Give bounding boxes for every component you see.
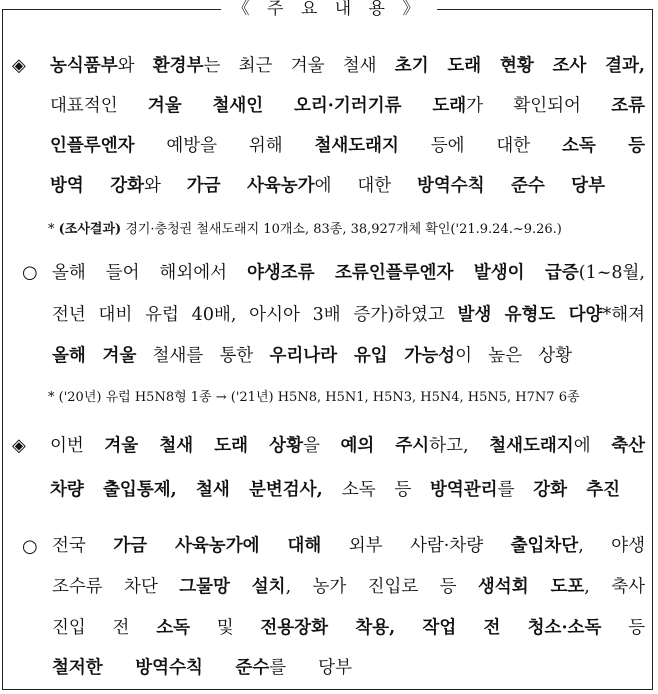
s4-line-3: [52, 614, 645, 639]
s1-note: [48, 218, 562, 237]
text-segment: 축산: [611, 436, 646, 456]
text-segment: 초기 도래 현황 조사 결과,: [394, 56, 646, 76]
s1-line-1: [50, 52, 645, 77]
s4-line-4: [52, 654, 352, 679]
s1-line-4: [50, 172, 605, 197]
text-segment: 예방을 위해: [134, 136, 315, 156]
text-segment: 조수류 차단: [52, 577, 180, 597]
text-segment: 와: [144, 176, 187, 196]
text-segment: 겨울 철새인 오리·기러기류 도래: [147, 96, 467, 116]
text-segment: 를: [497, 480, 534, 500]
text-segment: 전년 대비 유럽 40배, 아시아 3배 증가)하였고: [52, 305, 458, 325]
text-segment: 하고,: [429, 436, 490, 456]
text-segment: , 농가 진입로 등: [285, 577, 478, 597]
text-segment: 우리나라 유입 가능성: [269, 346, 456, 366]
text-segment: 방역수칙 준수 당부: [417, 176, 605, 196]
text-segment: 를 당부: [269, 658, 352, 678]
summary-title: 《 주 요 내 용 》: [0, 0, 658, 18]
text-segment: 예의 주시: [340, 436, 430, 456]
text-segment: 출입차단: [510, 536, 579, 556]
text-segment: 방역 강화: [50, 176, 144, 196]
text-segment: 조류: [611, 96, 646, 116]
s3-line-1: [50, 432, 645, 457]
text-segment: 차량 출입통제, 철새 분변검사,: [50, 480, 342, 500]
s2-line-2: [52, 301, 645, 326]
s4-line-1: [52, 532, 645, 557]
text-segment: *: [48, 222, 59, 237]
text-segment: 그물망 설치: [179, 577, 286, 597]
s2-note: [48, 386, 580, 405]
text-segment: (조사결과): [58, 222, 122, 237]
text-segment: 소독 등: [561, 136, 646, 156]
text-segment: 전국: [52, 536, 114, 556]
text-segment: 야생조류 조류인플루엔자 발생이 급증: [246, 263, 579, 283]
text-segment: 이번: [50, 436, 105, 456]
text-segment: 등: [601, 618, 646, 638]
text-segment: 철저한 방역수칙 준수: [52, 658, 270, 678]
text-segment: 는 최근 겨울 철새: [203, 56, 395, 76]
text-segment: *해져: [602, 305, 645, 325]
text-segment: 및: [190, 618, 261, 638]
text-segment: 방역관리: [429, 480, 498, 500]
section-4-bullet: ○: [22, 536, 38, 557]
text-segment: 등에 대한: [398, 136, 562, 156]
text-segment: 이 높은 상황: [455, 346, 573, 366]
section-2-bullet: ○: [22, 262, 38, 283]
text-segment: 진입 전: [52, 618, 157, 638]
text-segment: 올해 들어 해외에서: [52, 263, 247, 283]
text-segment: * ('20년) 유럽 H5N8형 1종 → ('21년) H5N8, H5N1, H5N3, H5N4, H5N5, H7N7 6종: [48, 390, 580, 405]
text-segment: 겨울 철새 도래 상황: [104, 436, 303, 456]
text-segment: 에: [573, 436, 612, 456]
text-segment: 강화 추진: [533, 480, 621, 500]
text-segment: 철새도래지: [489, 436, 574, 456]
text-segment: 환경부: [152, 56, 204, 76]
text-segment: 가금 사육농가: [186, 176, 315, 196]
text-segment: 전용장화 착용, 작업 전 청소·소독: [260, 618, 602, 638]
s2-line-3: [52, 342, 572, 367]
text-segment: 올해 겨울: [52, 346, 137, 366]
text-segment: 철새를 통한: [136, 346, 270, 366]
s3-line-2: [50, 476, 620, 501]
text-segment: 생석회 도포: [477, 577, 585, 597]
text-segment: 농식품부: [50, 56, 118, 76]
s4-line-2: [52, 573, 645, 598]
s2-line-1: [52, 259, 645, 284]
text-segment: , 야생: [578, 536, 645, 556]
text-segment: 외부 사람·차량: [321, 536, 511, 556]
text-segment: 대표적인: [50, 96, 148, 116]
text-segment: 소독: [156, 618, 190, 638]
text-segment: 경기·충청권 철새도래지 10개소, 83종, 38,927개체 확인('21.9.24.~9.26.): [121, 222, 562, 237]
text-segment: (1~8월,: [578, 263, 645, 283]
section-1-bullet: ◈: [12, 55, 26, 76]
s1-line-3: [50, 132, 645, 157]
text-segment: 인플루엔자: [50, 136, 135, 156]
text-segment: 와: [117, 56, 153, 76]
text-segment: 발생 유형도 다양: [457, 305, 603, 325]
text-segment: 가 확인되어: [466, 96, 612, 116]
section-3-bullet: ◈: [12, 435, 26, 456]
text-segment: 에 대한: [314, 176, 417, 196]
text-segment: 철새도래지: [314, 136, 399, 156]
text-segment: 을: [302, 436, 341, 456]
s1-line-2: [50, 92, 645, 117]
text-segment: , 축사: [584, 577, 645, 597]
text-segment: 소독 등: [341, 480, 430, 500]
text-segment: 가금 사육농가에 대해: [113, 536, 322, 556]
